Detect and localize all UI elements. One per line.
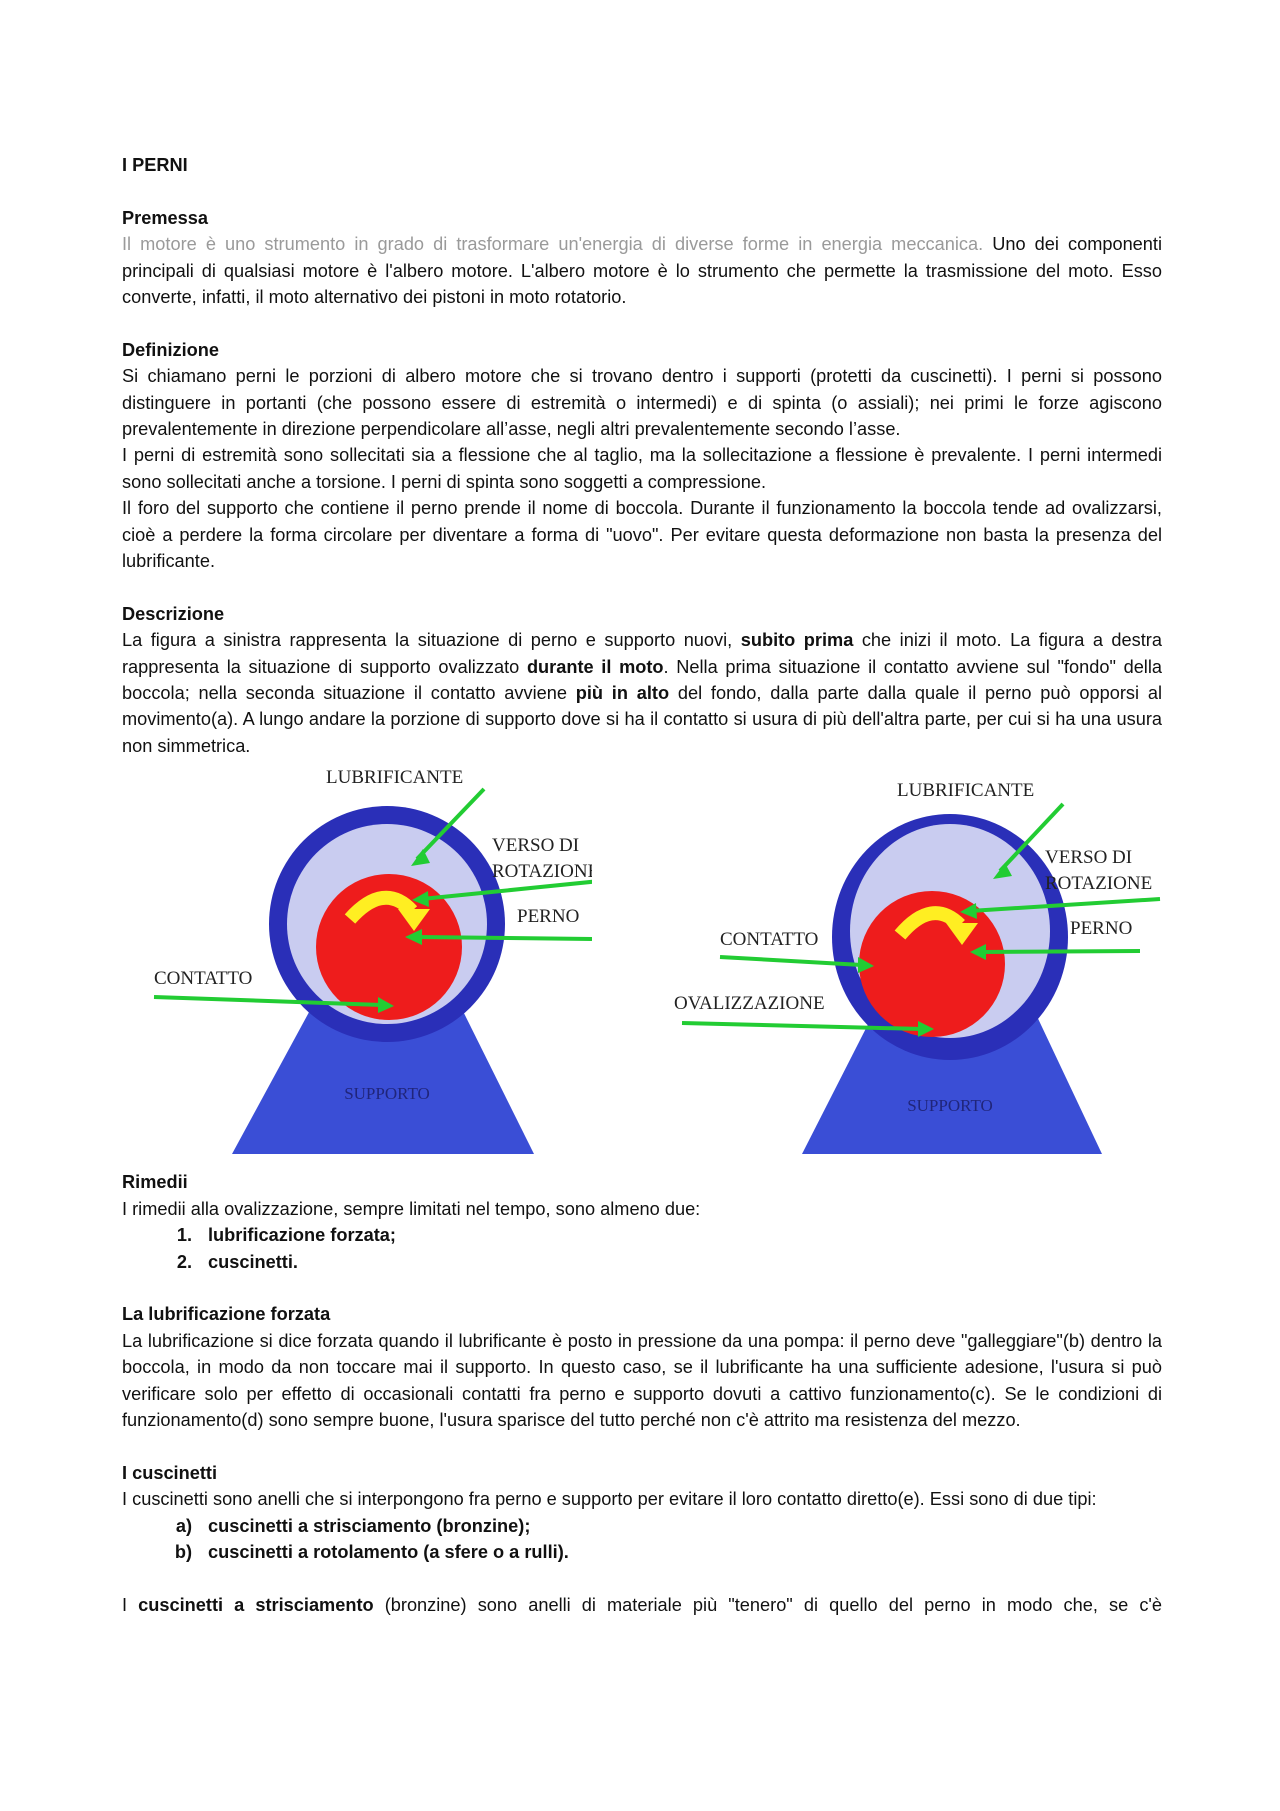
last-text-2: (bronzine) sono anelli di materiale più "tenero" di quello del perno in modo che, se c'è <box>373 1594 1163 1615</box>
lubrificazione-paragraph: La lubrificazione si dice forzata quando il lubrificante è posto in pressione da una pompa: il perno deve "galleggiare"(b) dentro la boccola, in modo da non toccare mai il supporto. In questo caso, se il lubrificante ha una sufficiente adesione, l'usura si può verificare solo per effetto di occasionali contatti fra perno e supporto dovuti a cattivo funzionamento(c). Se le condizioni di funzionamento(d) sono sempre buone, l'usura sparisce del tutto perché non c'è attrito ma resistenza del mezzo. <box>122 1330 1162 1430</box>
perno-label: PERNO <box>1070 918 1133 940</box>
figure-left <box>122 759 592 1174</box>
list-number: 1. <box>176 1225 192 1246</box>
contatto-label: CONTATTO <box>154 968 253 990</box>
descrizione-text-4: del fondo, dalla parte dalla quale il perno può opporsi al movimento(a). A lungo andare la porzione di supporto dove si ha il contatto si usura di più dell'altra parte, per cui si ha una usura non simmetrica. <box>122 683 1162 756</box>
list-letter: a) <box>175 1515 192 1536</box>
definizione-p3: Il foro del supporto che contiene il perno prende il nome di boccola. Durante il funzionamento la boccola tende ad ovalizzarsi, cioè a perdere la forma circolare per diventare a forma di "uovo". Per evitare questa deformazione non basta la presenza del lubrificante. <box>122 498 1162 572</box>
lubrificante-label: LUBRIFICANTE <box>326 767 464 789</box>
descrizione-text-2: che inizi il moto. La figura a destra rappresenta la situazione di supporto ovalizzato <box>122 630 1162 677</box>
supporto-label: SUPPORTO <box>907 1096 993 1116</box>
list-number: 2. <box>176 1251 192 1272</box>
lubrificazione-heading: La lubrificazione forzata <box>122 1304 331 1325</box>
descrizione-heading: Descrizione <box>122 603 225 624</box>
list-item <box>122 1222 1162 1248</box>
descrizione-text-3: . Nella prima situazione il contatto avviene sul "fondo" della boccola; nella seconda situazione il contatto avviene <box>122 656 1163 704</box>
premessa-paragraph <box>122 231 1162 310</box>
descrizione-bold-2: durante il moto <box>526 656 664 677</box>
figures-row <box>122 759 1162 1169</box>
last-text-1: I <box>122 1594 139 1615</box>
verso-label-2: ROTAZIONE <box>1045 873 1153 895</box>
verso-label-2: ROTAZIONE <box>492 861 592 883</box>
definizione-p1: Si chiamano perni le porzioni di albero motore che si trovano dentro i supporti (protetti da cuscinetti). I perni si possono distinguere in portanti (che possono essere di estremità o intermedi) e di spinta (o assiali); nei primi le forze agiscono prevalentemente in direzione perpendicolare all’asse, negli altri prevalentemente secondo l’asse. <box>122 366 1162 440</box>
verso-label-1: VERSO DI <box>492 835 580 857</box>
definizione-p2: I perni di estremità sono sollecitati sia a flessione che al taglio, ma la sollecitazione a flessione è prevalente. I perni intermedi sono sollecitati anche a torsione. I perni di spinta sono soggetti a compressione. <box>122 445 1162 492</box>
lubrificante-label: LUBRIFICANTE <box>897 780 1035 802</box>
cuscinetti-paragraph: I cuscinetti sono anelli che si interpongono fra perno e supporto per evitare il loro contatto diretto(e). Essi sono di due tipi: <box>122 1489 1097 1510</box>
list-text: cuscinetti a rotolamento (a sfere o a rulli). <box>208 1541 569 1562</box>
list-text: lubrificazione forzata; <box>208 1225 396 1246</box>
premessa-text: Uno dei componenti principali di qualsiasi motore è l'albero motore. L'albero motore è lo strumento che permette la trasmissione del moto. Esso converte, infatti, il moto alternativo dei pistoni in moto rotatorio. <box>122 234 1163 308</box>
rimedii-intro: I rimedii alla ovalizzazione, sempre limitati nel tempo, sono almeno due: <box>122 1198 701 1219</box>
list-item <box>122 1513 1162 1539</box>
descrizione-text-1: La figura a sinistra rappresenta la situazione di perno e supporto nuovi, <box>122 630 741 651</box>
descrizione-paragraph <box>122 627 1162 759</box>
premessa-grey-text: Il motore è uno strumento in grado di trasformare un'energia di diverse forme in energia meccanica. <box>122 234 984 255</box>
definizione-heading: Definizione <box>122 339 220 360</box>
figure-right <box>670 759 1162 1174</box>
list-letter: b) <box>174 1541 192 1562</box>
perno-arrow <box>982 951 1140 952</box>
premessa-heading: Premessa <box>122 207 208 228</box>
document-title: I PERNI <box>122 155 188 175</box>
document-page <box>122 152 1162 1618</box>
ovalizzazione-label: OVALIZZAZIONE <box>674 993 825 1015</box>
list-item <box>122 1539 1162 1565</box>
contatto-label: CONTATTO <box>720 929 819 951</box>
rimedii-list <box>122 1222 1162 1275</box>
figure-left-diagram <box>122 759 592 1169</box>
list-text: cuscinetti a strisciamento (bronzine); <box>208 1515 531 1536</box>
list-item <box>122 1249 1162 1275</box>
cuscinetti-last-paragraph <box>122 1592 1162 1618</box>
cuscinetti-heading: I cuscinetti <box>122 1462 218 1483</box>
list-text: cuscinetti. <box>208 1251 298 1272</box>
perno-label: PERNO <box>517 906 580 928</box>
perno-arrow <box>417 937 592 939</box>
figure-right-diagram <box>670 759 1162 1169</box>
verso-label-1: VERSO DI <box>1045 847 1133 869</box>
descrizione-bold-3: più in alto <box>575 683 670 704</box>
cuscinetti-list <box>122 1513 1162 1566</box>
rimedii-heading: Rimedii <box>122 1172 188 1193</box>
descrizione-bold-1: subito prima <box>740 630 854 651</box>
supporto-label: SUPPORTO <box>344 1084 430 1104</box>
last-bold: cuscinetti a strisciamento <box>138 1594 374 1615</box>
